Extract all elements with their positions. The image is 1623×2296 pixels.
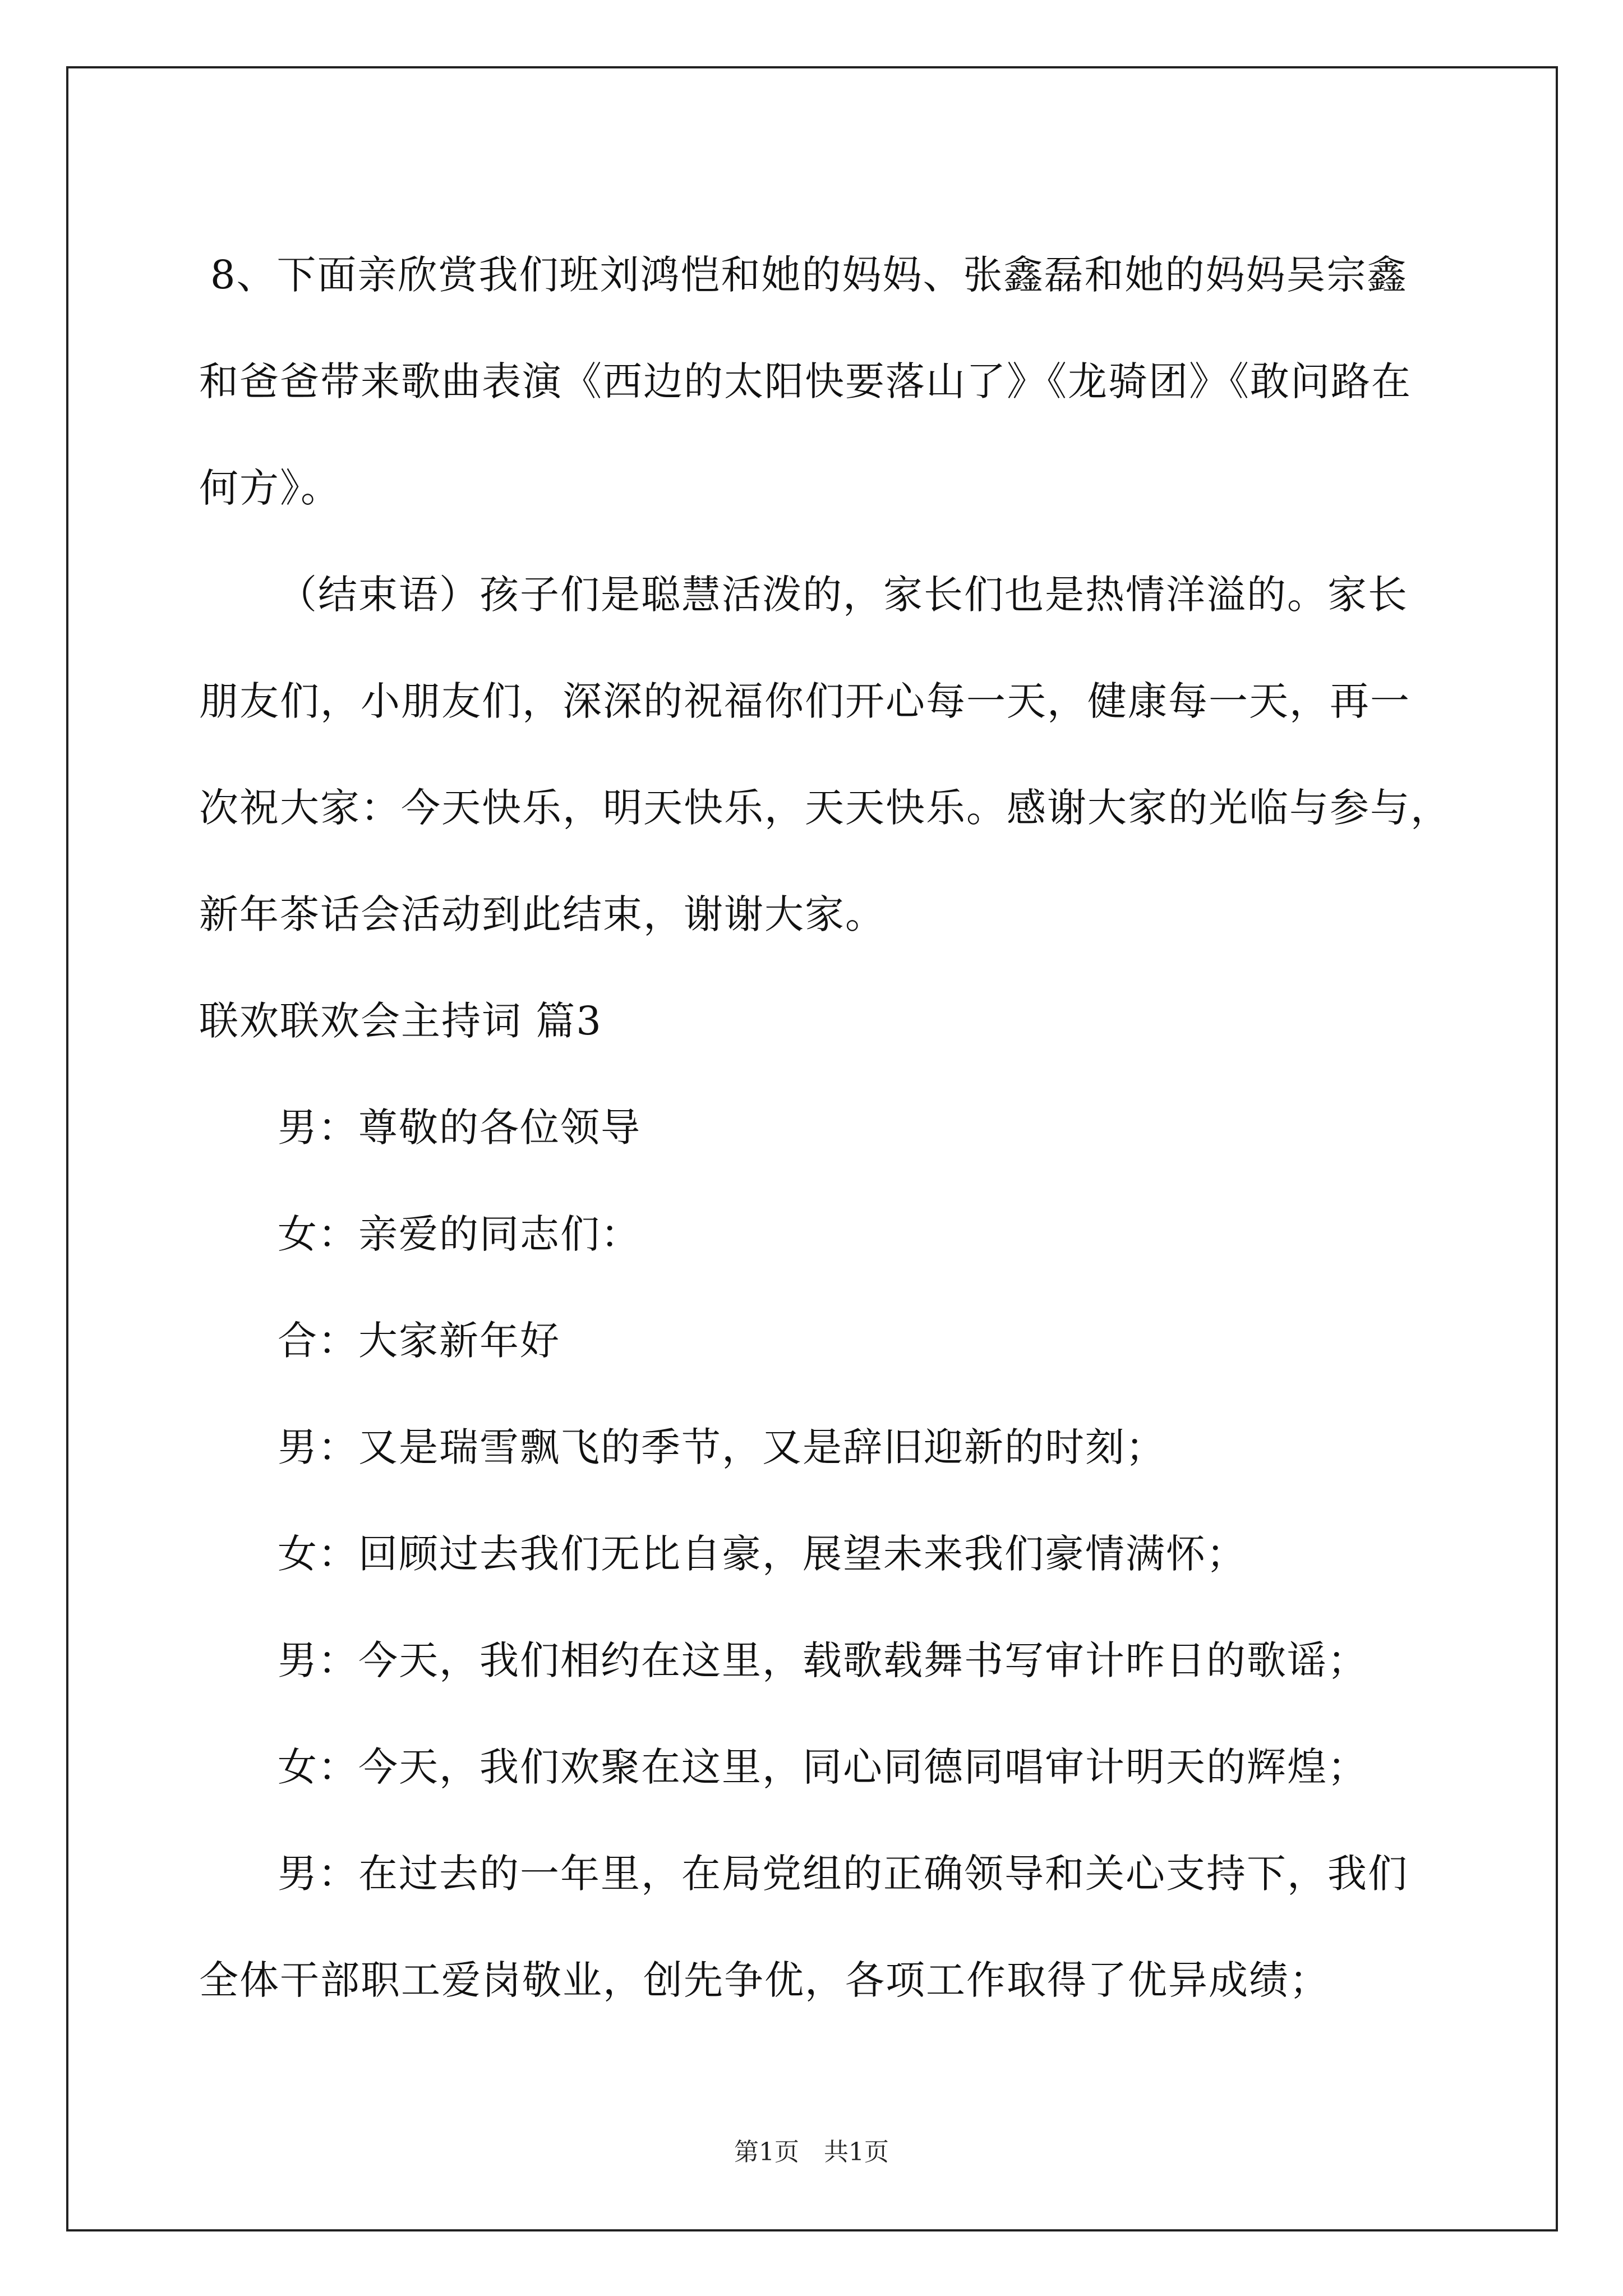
dialogue-line: 男：今天，我们相约在这里，载歌载舞书写审计昨日的歌谣； [278,1637,1368,1683]
page-number-footer: 第1页 共1页 [734,2138,889,2166]
dialogue-line: 女：回顾过去我们无比自豪，展望未来我们豪情满怀； [278,1531,1247,1577]
dialogue-line: 男：尊敬的各位领导 [278,1105,641,1151]
paragraph-line: （结束语）孩子们是聪慧活泼的，家长们也是热情洋溢的。家长 [278,572,1408,618]
paragraph-line: 8、下面亲欣赏我们班刘鸿恺和她的妈妈、张鑫磊和她的妈妈吴宗鑫 [210,252,1408,298]
paragraph-line: 次祝大家：今天快乐，明天快乐，天天快乐。感谢大家的光临与参与， [199,785,1451,831]
dialogue-line: 男：又是瑞雪飘飞的季节，又是辞旧迎新的时刻； [278,1424,1166,1470]
section-heading: 联欢联欢会主持词 篇3 [199,998,602,1044]
dialogue-line: 男：在过去的一年里，在局党组的正确领导和关心支持下，我们 [278,1851,1408,1897]
dialogue-line: 女：亲爱的同志们： [278,1211,641,1257]
dialogue-line: 女：今天，我们欢聚在这里，同心同德同唱审计明天的辉煌； [278,1744,1368,1790]
document-body [199,222,1461,2033]
paragraph-line: 新年茶话会活动到此结束，谢谢大家。 [199,891,886,937]
paragraph-line: 何方》。 [199,465,341,511]
dialogue-line: 合：大家新年好 [278,1318,560,1364]
dialogue-line: 全体干部职工爱岗敬业，创先争优，各项工作取得了优异成绩； [199,1957,1330,2003]
paragraph-line: 朋友们，小朋友们，深深的祝福你们开心每一天，健康每一天，再一 [199,678,1410,724]
paragraph-line: 和爸爸带来歌曲表演《西边的太阳快要落山了》《龙骑团》《敢问路在 [199,358,1412,404]
